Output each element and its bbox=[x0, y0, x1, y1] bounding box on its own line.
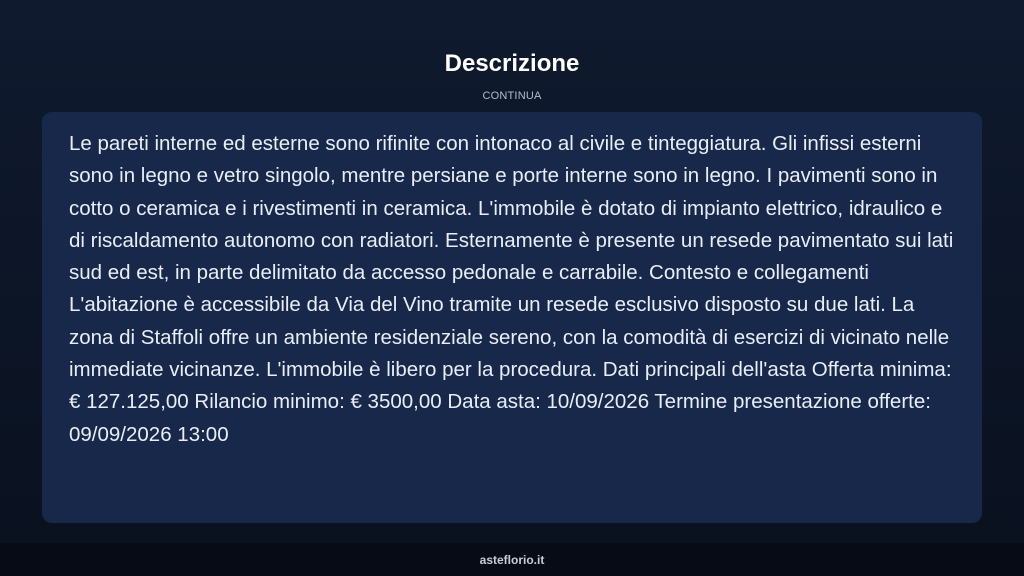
description-card bbox=[42, 112, 982, 523]
page-title: Descrizione bbox=[444, 50, 580, 77]
footer bbox=[0, 543, 1024, 576]
footer-site-label: asteflorio.it bbox=[479, 553, 545, 567]
description-text: Le pareti interne ed esterne sono rifinite con intonaco al civile e tinteggiatura. Gli infissi esterni sono in legno e vetro singolo, mentre persiane e porte interne sono in legno. I pavimenti sono in cotto o ceramica e i rivestimenti in ceramica. L'immobile è dotato di impianto elettrico, idraulico e di riscaldamento autonomo con radiatori. Esternamente è presente un resede pavimentato sui lati sud ed est, in parte delimitato da accesso pedonale e carrabile. Contesto e collegamenti L'abitazione è accessibile da Via del Vino tramite un resede esclusivo disposto su due lati. La zona di Staffoli offre un ambiente residenziale sereno, con la comodità di esercizi di vicinato nelle immediate vicinanze. L'immobile è libero per la procedura. Dati principali dell'asta Offerta minima: € 127.125,00 Rilancio minimo: € 3500,00 Data asta: 10/09/2026 Termine presentazione offerte: 09/09/2026 13:00 bbox=[69, 132, 954, 446]
page-subtitle: CONTINUA bbox=[482, 90, 542, 102]
